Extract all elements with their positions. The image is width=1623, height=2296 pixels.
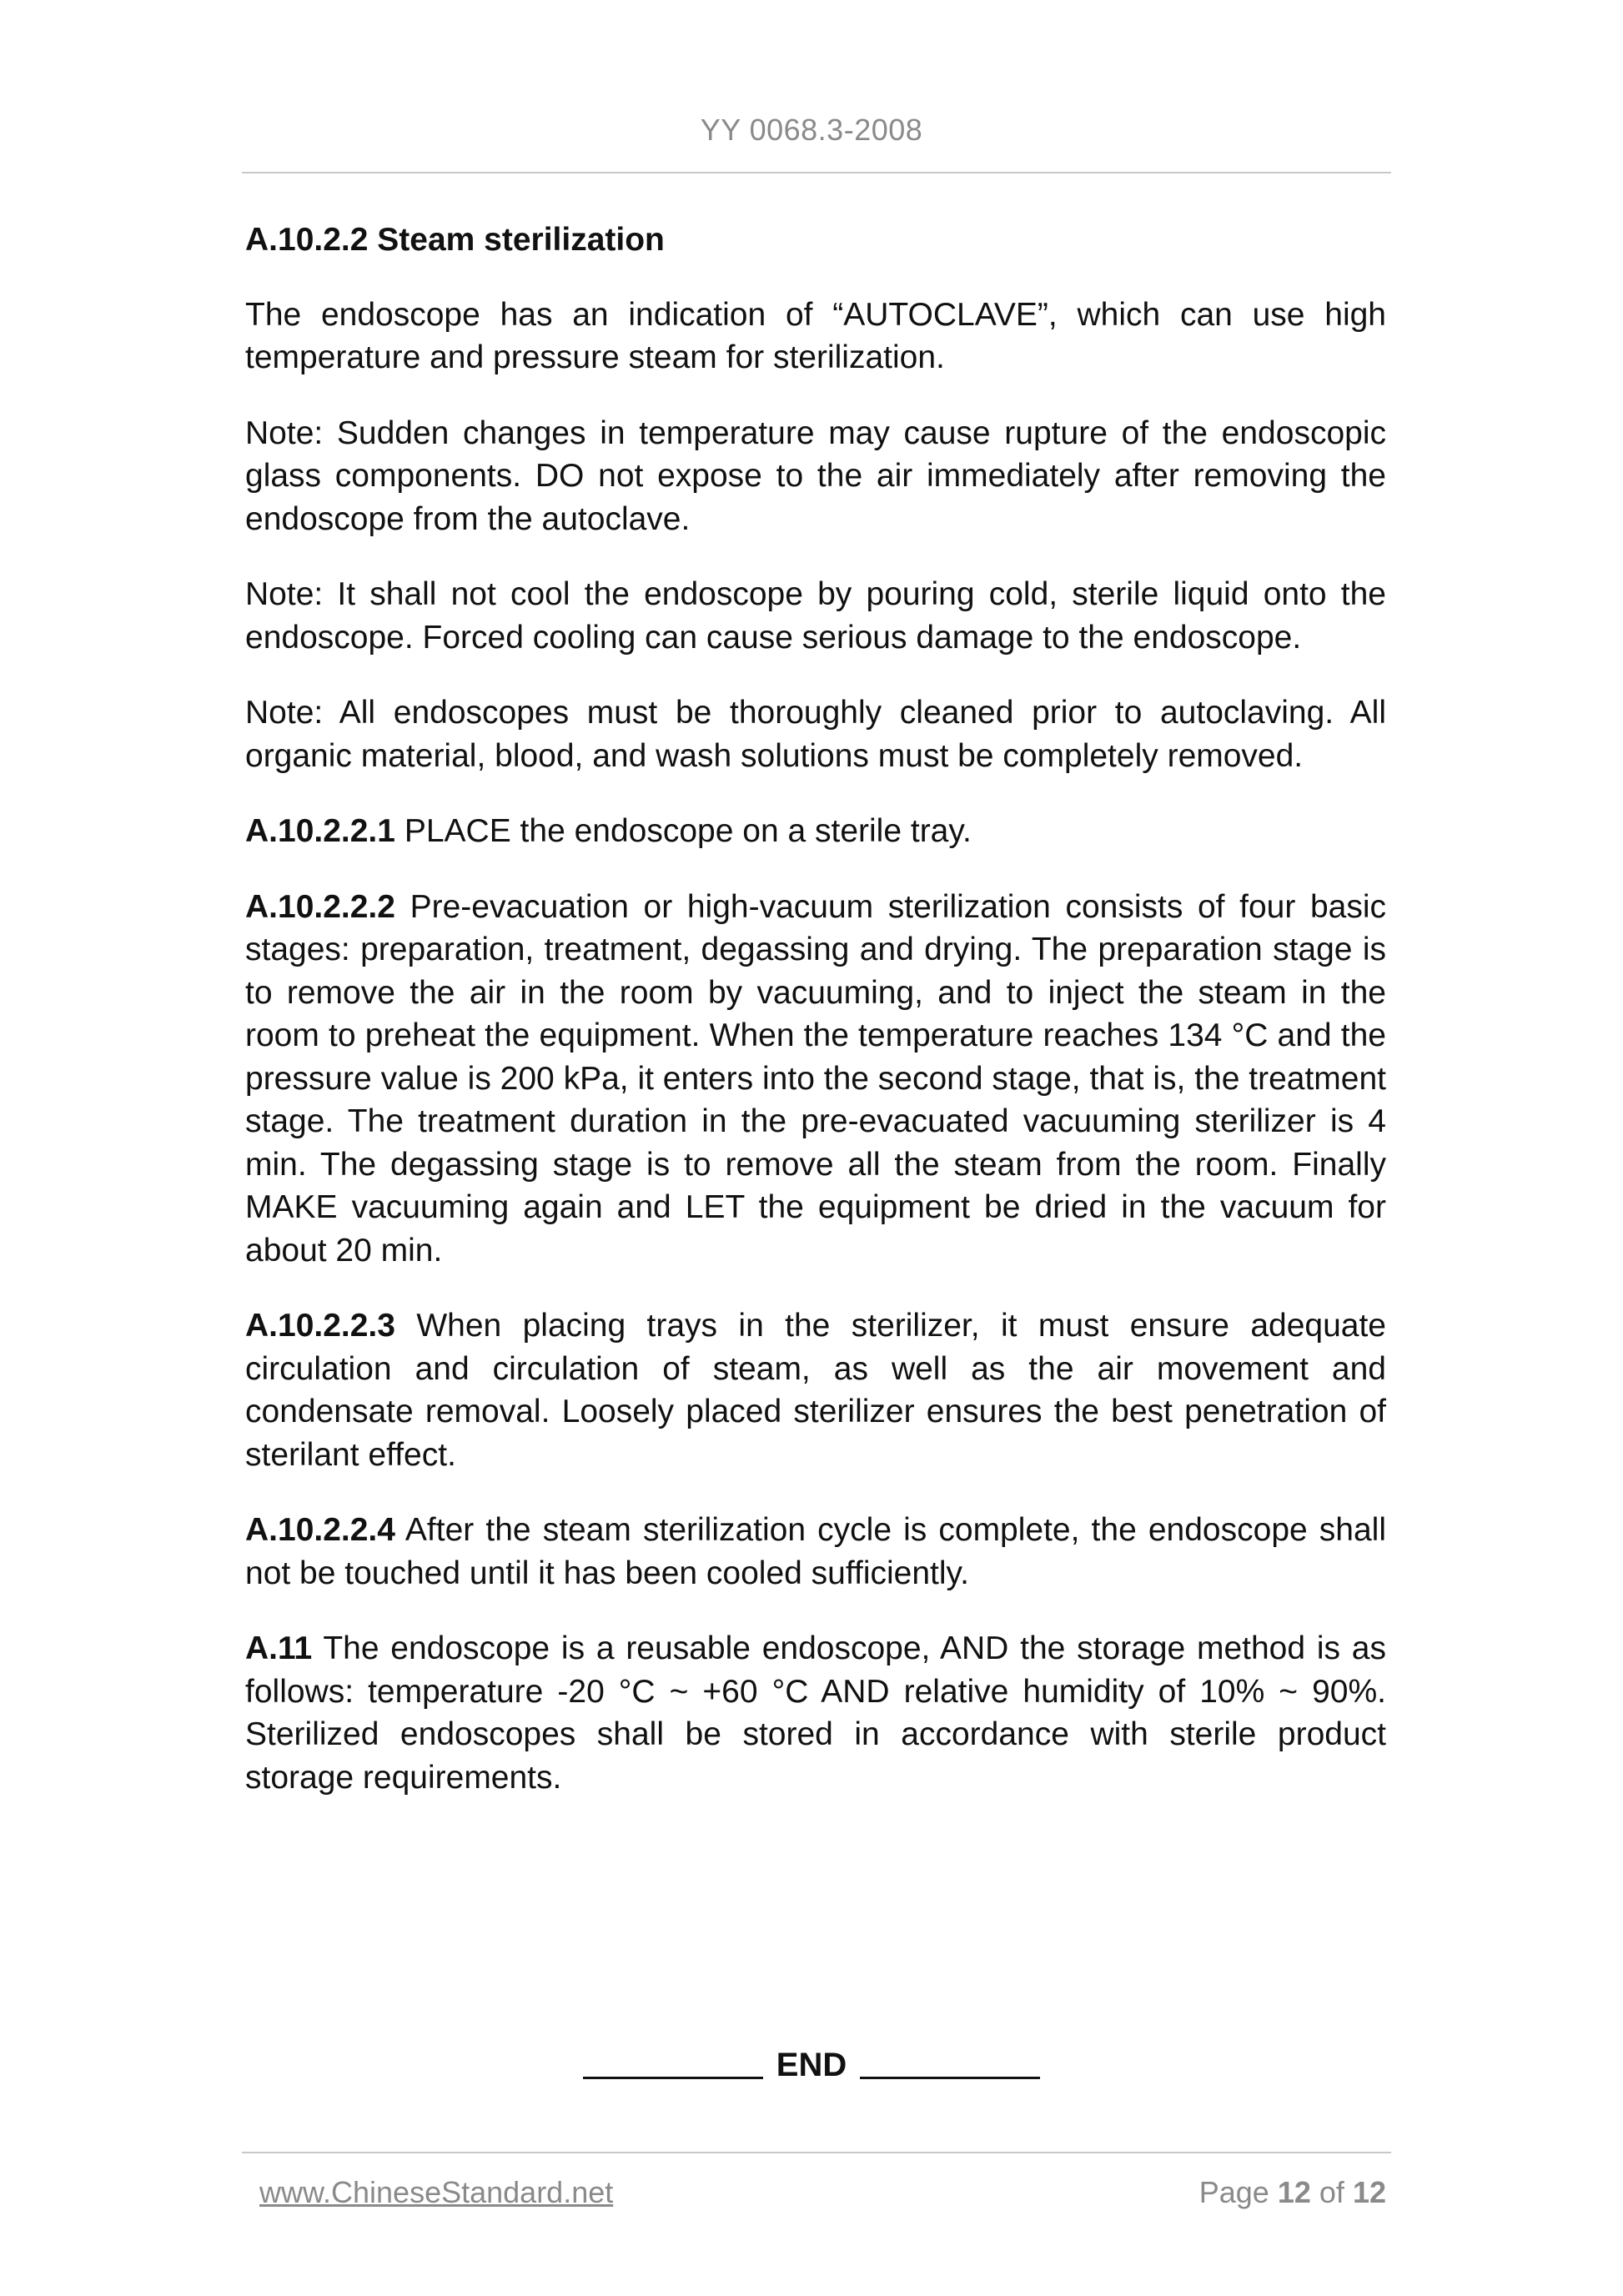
document-id-header: YY 0068.3-2008: [700, 113, 923, 147]
document-body: [245, 219, 1386, 1831]
clause-a-11: [245, 1627, 1386, 1799]
page-total: 12: [1352, 2175, 1386, 2209]
clause-number: A.10.2.2.3: [245, 1308, 395, 1344]
note-cleaning: [245, 691, 1386, 777]
website-link[interactable]: www.ChineseStandard.net: [259, 2175, 614, 2209]
page-number: [1199, 2175, 1386, 2210]
paragraph-autoclave-indication: [245, 294, 1386, 379]
paragraph-text: Note: Sudden changes in temperature may cause rupture of the endoscopic glass components. DO not expose to the air immediately after removing the endoscope from the autoclave.: [245, 414, 1386, 537]
clause-number: A.10.2.2.2: [245, 888, 395, 925]
clause-a-10-2-2-4: [245, 1509, 1386, 1595]
end-label: END: [776, 2047, 847, 2083]
paragraph-text: The endoscope is a reusable endoscope, AND the storage method is as follows: temperature -20 °C ~ +60 °C AND relative humidity of 10% ~ 90%. Sterilized endoscopes shall be stored in accordance with sterile product storage requirements.: [245, 1630, 1386, 1796]
note-temperature-changes: [245, 412, 1386, 541]
paragraph-text: Note: All endoscopes must be thoroughly cleaned prior to autoclaving. All organic material, blood, and wash solutions must be completely removed.: [245, 695, 1386, 774]
end-underline-left: [583, 2042, 763, 2079]
clause-number: A.10.2.2.4: [245, 1512, 395, 1548]
paragraph-text: PLACE the endoscope on a sterile tray.: [404, 813, 972, 849]
paragraph-text: The endoscope has an indication of “AUTOCLAVE”, which can use high temperature and pressure steam for sterilization.: [245, 296, 1386, 375]
clause-a-10-2-2-1: [245, 810, 1386, 853]
paragraph-text: After the steam sterilization cycle is complete, the endoscope shall not be touched until it has been cooled sufficiently.: [245, 1512, 1386, 1591]
clause-number: A.11: [245, 1630, 313, 1666]
footer-divider: [242, 2152, 1391, 2153]
end-underline-right: [860, 2042, 1040, 2079]
paragraph-text: When placing trays in the sterilizer, it must ensure adequate circulation and circulation of steam, as well as the air movement and condensate removal. Loosely placed sterilizer ensures the best penetration of sterilant effect.: [245, 1308, 1386, 1473]
page-current: 12: [1277, 2175, 1311, 2209]
clause-number: A.10.2.2.1: [245, 813, 395, 849]
note-forced-cooling: [245, 573, 1386, 659]
header-divider: [242, 172, 1391, 173]
section-title: A.10.2.2 Steam sterilization: [245, 222, 665, 258]
end-marker: [0, 2042, 1623, 2084]
paragraph-text: Pre-evacuation or high-vacuum sterilization consists of four basic stages: preparation, treatment, degassing and drying. The preparation stage is to remove the air in the room by vacuuming, and to inject the steam in the room to preheat the equipment. When the temperature reaches 134 °C and the pressure value is 200 kPa, it enters into the second stage, that is, the treatment stage. The treatment duration in the pre-evacuated vacuuming sterilizer is 4 min. The degassing stage is to remove all the steam from the room. Finally MAKE vacuuming again and LET the equipment be dried in the vacuum for about 20 min.: [245, 888, 1386, 1269]
page-of: of: [1319, 2175, 1344, 2209]
clause-a-10-2-2-3: [245, 1304, 1386, 1476]
paragraph-text: Note: It shall not cool the endoscope by pouring cold, sterile liquid onto the endoscope. Forced cooling can cause serious damage to the endoscope.: [245, 576, 1386, 656]
clause-a-10-2-2-2: [245, 886, 1386, 1273]
page-prefix: Page: [1198, 2175, 1269, 2209]
